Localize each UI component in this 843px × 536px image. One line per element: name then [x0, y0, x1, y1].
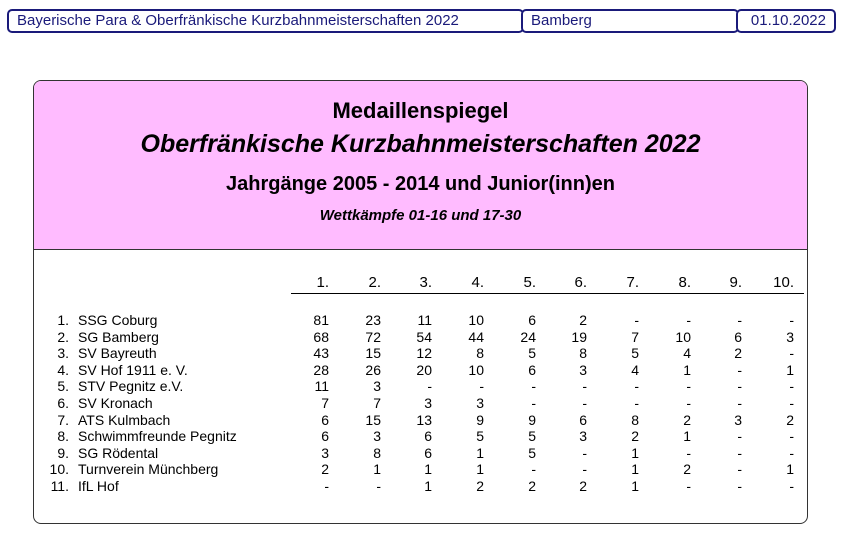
column-header-5: 5.: [523, 274, 536, 291]
row-value-6: -: [582, 445, 587, 461]
header-date-box: [736, 9, 836, 33]
row-value-6: 3: [579, 428, 587, 444]
row-value-1: 7: [321, 395, 329, 411]
row-value-7: 1: [631, 445, 639, 461]
column-header-8: 8.: [678, 274, 691, 291]
row-value-9: 2: [734, 345, 742, 361]
row-value-9: -: [737, 428, 742, 444]
row-value-9: -: [737, 378, 742, 394]
row-value-2: -: [376, 478, 381, 494]
row-club-name: SV Bayreuth: [78, 345, 157, 361]
row-value-10: -: [789, 345, 794, 361]
header-place-box: [521, 9, 739, 33]
row-value-10: -: [789, 445, 794, 461]
row-value-10: 2: [786, 412, 794, 428]
row-value-1: 11: [314, 378, 329, 394]
row-value-3: 1: [424, 461, 432, 477]
row-value-8: -: [686, 312, 691, 328]
row-rank: 6.: [57, 395, 69, 411]
row-value-1: 68: [313, 329, 329, 345]
row-value-3: 6: [424, 428, 432, 444]
header-date: 01.10.2022: [750, 12, 826, 29]
row-value-9: -: [737, 395, 742, 411]
row-value-5: 24: [520, 329, 536, 345]
column-header-7: 7.: [626, 274, 639, 291]
row-value-9: 3: [734, 412, 742, 428]
row-value-6: -: [582, 461, 587, 477]
row-rank: 3.: [57, 345, 69, 361]
row-value-7: 7: [631, 329, 639, 345]
row-value-4: 3: [476, 395, 484, 411]
row-value-4: -: [479, 378, 484, 394]
row-value-2: 26: [365, 362, 381, 378]
row-value-3: 20: [416, 362, 432, 378]
row-value-5: -: [531, 395, 536, 411]
header-title: Bayerische Para & Oberfränkische Kurzbahnmeisterschaften 2022: [17, 12, 459, 29]
row-value-1: 6: [321, 428, 329, 444]
table-row: [34, 478, 808, 494]
row-value-4: 8: [476, 345, 484, 361]
row-value-7: 1: [631, 461, 639, 477]
row-value-1: 3: [321, 445, 329, 461]
row-value-4: 10: [468, 362, 484, 378]
row-value-7: 5: [631, 345, 639, 361]
row-value-4: 1: [476, 445, 484, 461]
row-value-3: 11: [417, 312, 432, 328]
row-value-3: 54: [416, 329, 432, 345]
row-value-7: 1: [631, 478, 639, 494]
row-value-3: 13: [416, 412, 432, 428]
row-value-10: 1: [786, 362, 794, 378]
header-rule: [291, 293, 804, 294]
row-club-name: SV Kronach: [78, 395, 153, 411]
table-row: [34, 461, 808, 477]
row-club-name: SV Hof 1911 e. V.: [78, 362, 188, 378]
row-value-5: 6: [528, 312, 536, 328]
table-row: [34, 445, 808, 461]
row-value-1: -: [324, 478, 329, 494]
column-header-4: 4.: [471, 274, 484, 291]
row-value-3: 12: [416, 345, 432, 361]
table-row: [34, 312, 808, 328]
row-club-name: SSG Coburg: [78, 312, 158, 328]
banner-title: Medaillenspiegel: [332, 98, 509, 123]
row-value-8: 1: [683, 362, 691, 378]
row-value-8: 4: [683, 345, 691, 361]
row-value-10: -: [789, 312, 794, 328]
row-club-name: IfL Hof: [78, 478, 119, 494]
row-value-5: -: [531, 378, 536, 394]
row-value-10: 3: [786, 329, 794, 345]
table-row: [34, 362, 808, 378]
banner-events: Wettkämpfe 01-16 und 17-30: [319, 207, 522, 224]
row-value-3: -: [427, 378, 432, 394]
header-place: Bamberg: [531, 12, 592, 29]
row-rank: 7.: [57, 412, 69, 428]
row-rank: 5.: [57, 378, 69, 394]
row-value-5: 9: [528, 412, 536, 428]
row-rank: 8.: [57, 428, 69, 444]
row-value-5: 6: [528, 362, 536, 378]
column-header-6: 6.: [574, 274, 587, 291]
row-value-1: 28: [313, 362, 329, 378]
row-value-7: -: [634, 312, 639, 328]
row-value-2: 8: [373, 445, 381, 461]
row-value-5: 5: [528, 428, 536, 444]
row-value-8: -: [686, 378, 691, 394]
row-value-6: 3: [579, 362, 587, 378]
row-value-2: 15: [365, 345, 381, 361]
row-value-1: 43: [313, 345, 329, 361]
row-value-1: 6: [321, 412, 329, 428]
row-value-6: 2: [579, 312, 587, 328]
row-value-3: 3: [424, 395, 432, 411]
row-value-6: -: [582, 378, 587, 394]
row-value-8: -: [686, 445, 691, 461]
row-value-7: -: [634, 378, 639, 394]
medal-table-panel: [33, 80, 808, 524]
column-header-2: 2.: [368, 274, 381, 291]
row-value-4: 1: [476, 461, 484, 477]
row-value-2: 3: [373, 428, 381, 444]
banner-age-groups: Jahrgänge 2005 - 2014 und Junior(inn)en: [226, 173, 615, 195]
column-header-9: 9.: [729, 274, 742, 291]
row-value-8: 2: [683, 461, 691, 477]
row-value-6: 19: [571, 329, 587, 345]
header-title-box: [7, 9, 524, 33]
row-value-2: 72: [365, 329, 381, 345]
banner-subtitle: Oberfränkische Kurzbahnmeisterschaften 2022: [140, 130, 701, 158]
row-value-8: 2: [683, 412, 691, 428]
row-value-9: -: [737, 478, 742, 494]
row-value-9: -: [737, 445, 742, 461]
table-row: [34, 412, 808, 428]
row-value-2: 1: [373, 461, 381, 477]
row-value-5: -: [531, 461, 536, 477]
row-value-6: -: [582, 395, 587, 411]
row-rank: 4.: [57, 362, 69, 378]
table-row: [34, 378, 808, 394]
column-header-10: 10.: [773, 274, 794, 291]
row-value-3: 1: [424, 478, 432, 494]
row-value-2: 23: [365, 312, 381, 328]
row-value-9: 6: [734, 329, 742, 345]
row-value-10: 1: [786, 461, 794, 477]
row-club-name: SG Bamberg: [78, 329, 159, 345]
row-value-6: 2: [579, 478, 587, 494]
row-value-7: -: [634, 395, 639, 411]
table-row: [34, 428, 808, 444]
row-value-8: 10: [675, 329, 691, 345]
row-rank: 10.: [49, 461, 69, 477]
row-value-8: 1: [683, 428, 691, 444]
row-club-name: STV Pegnitz e.V.: [78, 378, 184, 394]
row-value-7: 8: [631, 412, 639, 428]
row-value-10: -: [789, 395, 794, 411]
row-rank: 9.: [57, 445, 69, 461]
row-value-4: 10: [468, 312, 484, 328]
row-rank: 1.: [57, 312, 69, 328]
row-club-name: ATS Kulmbach: [78, 412, 171, 428]
row-value-10: -: [789, 378, 794, 394]
row-value-2: 3: [373, 378, 381, 394]
row-value-9: -: [737, 461, 742, 477]
row-value-7: 2: [631, 428, 639, 444]
row-value-2: 15: [365, 412, 381, 428]
row-value-6: 6: [579, 412, 587, 428]
table-row: [34, 329, 808, 345]
title-banner: [34, 81, 807, 250]
row-value-7: 4: [631, 362, 639, 378]
row-value-8: -: [686, 478, 691, 494]
row-rank: 11.: [50, 478, 69, 494]
row-rank: 2.: [57, 329, 69, 345]
row-value-2: 7: [373, 395, 381, 411]
row-value-4: 5: [476, 428, 484, 444]
row-club-name: Turnverein Münchberg: [78, 461, 219, 477]
row-value-5: 5: [528, 445, 536, 461]
table-row: [34, 345, 808, 361]
row-value-8: -: [686, 395, 691, 411]
row-value-5: 2: [528, 478, 536, 494]
row-value-3: 6: [424, 445, 432, 461]
row-value-4: 9: [476, 412, 484, 428]
row-value-4: 44: [468, 329, 484, 345]
row-value-6: 8: [579, 345, 587, 361]
row-value-9: -: [737, 312, 742, 328]
row-club-name: SG Rödental: [78, 445, 159, 461]
row-value-10: -: [789, 428, 794, 444]
row-value-9: -: [737, 362, 742, 378]
row-value-1: 81: [313, 312, 329, 328]
row-club-name: Schwimmfreunde Pegnitz: [78, 428, 237, 444]
column-header-1: 1.: [316, 274, 329, 291]
row-value-5: 5: [528, 345, 536, 361]
table-row: [34, 395, 808, 411]
row-value-4: 2: [476, 478, 484, 494]
column-header-3: 3.: [419, 274, 432, 291]
row-value-1: 2: [321, 461, 329, 477]
row-value-10: -: [789, 478, 794, 494]
